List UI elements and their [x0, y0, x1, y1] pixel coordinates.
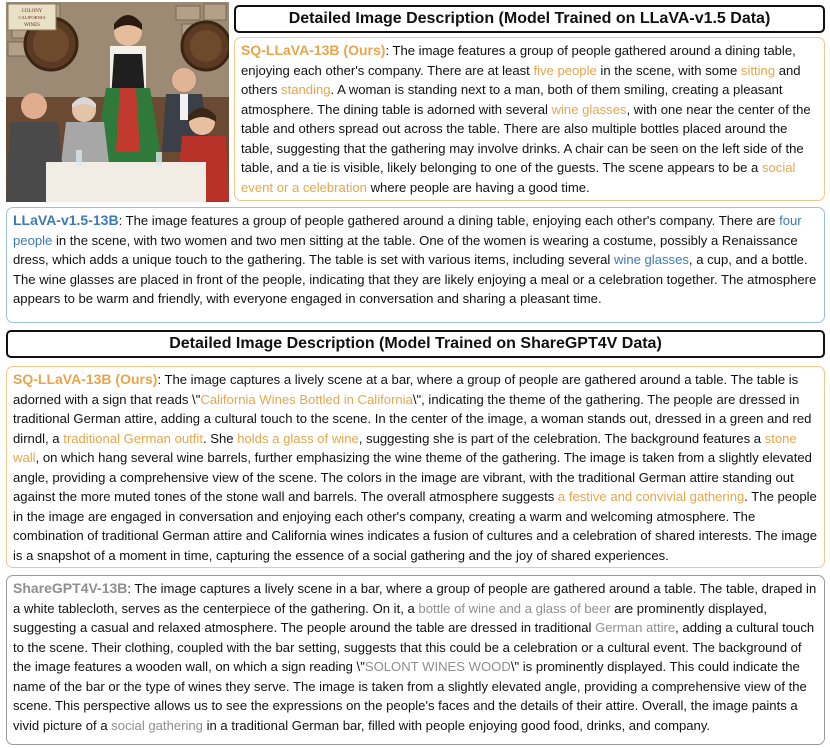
sq-llava-llava-data-panel — [234, 37, 825, 201]
description-text: are prominently displayed, suggesting a casual and relaxed atmosphere. The people around the table are dressed in traditional — [13, 600, 768, 635]
highlighted-phrase: wine glasses — [613, 252, 689, 267]
highlighted-phrase: stone wall — [13, 430, 797, 465]
highlighted-phrase: five people — [533, 62, 597, 78]
model-name: SQ-LLaVA-13B (Ours) — [241, 42, 386, 58]
description-text: : The image features a group of people gathered around a dining table, enjoying each other's company. There are — [118, 213, 780, 228]
highlighted-phrase: a festive and convivial gathering — [557, 489, 745, 504]
highlighted-phrase: social gathering — [111, 717, 203, 733]
highlighted-phrase: California Wines Bottled in California — [200, 391, 413, 407]
description-text: : The image captures a lively scene in a bar, where a group of people are gathered around a table. The table, draped in a white tablecloth, serves as the centerpiece of the gathering. On it, a — [13, 581, 817, 616]
description-text: in the scene, with some — [596, 62, 741, 78]
description-text: in the scene, with two women and two men sitting at the table. One of the women is wearing a costume, possibly a Renaissance dress, which adds a unique touch to the gathering. The table is set with various items, including several — [13, 232, 798, 267]
highlighted-phrase: holds a glass of wine — [237, 430, 359, 446]
section-title-sharegpt4v: Detailed Image Description (Model Trained on ShareGPT4V Data) — [6, 330, 825, 358]
description-text: and others — [241, 62, 801, 97]
svg-text:COLONY: COLONY — [21, 9, 43, 14]
highlighted-phrase: bottle of wine and a glass of beer — [418, 600, 611, 616]
description-text: , adding a cultural touch to the scene. Their clothing, coupled with the bar setting, suggests that this could be a celebration or a cultural event. The background of the image features a wooden wall, on which a sign reading \" — [13, 620, 815, 674]
highlighted-phrase: standing — [281, 82, 331, 97]
description-text: : The image captures a lively scene at a bar, where a group of people are gathered around a table. The table is adorned with a sign that reads \" — [13, 372, 799, 407]
description-text: \", indicating the theme of the gathering. The people are dressed in traditional German attire, adding a cultural touch to the scene. In the center of the image, a woman stands out, dressed in a green and red dirndl, a — [13, 391, 812, 446]
description-text: where people are having a good time. — [366, 179, 590, 195]
description-text: , a cup, and a bottle. The wine glasses are placed in front of the people, indicating that they are likely enjoying a meal or a celebration together. The atmosphere appears to be warm and friendly, with everyone engaged in conversation and sharing a pleasant time. — [13, 252, 817, 306]
scene-photo — [6, 2, 229, 202]
description-text: : The image features a group of people gathered around a dining table, enjoying each other's company. There are at least — [241, 43, 796, 78]
highlighted-phrase: traditional German outfit — [63, 430, 203, 446]
highlighted-phrase: four people — [13, 213, 802, 248]
highlighted-phrase: sitting — [740, 62, 776, 78]
model-name: ShareGPT4V-13B — [13, 580, 128, 596]
svg-text:WINES: WINES — [24, 23, 40, 28]
sq-llava-sharegpt4v-panel — [6, 366, 825, 568]
svg-text:CALIFORNIA: CALIFORNIA — [18, 15, 46, 20]
description-text: in a traditional German bar, filled with people enjoying good food, drinks, and company. — [202, 717, 711, 733]
highlighted-phrase: German attire — [595, 620, 676, 635]
highlighted-phrase: social event or a celebration — [241, 160, 796, 195]
description-text: \" is prominently displayed. This could indicate the name of the bar or the type of wines they serve. The image is taken from a slightly elevated angle, providing a comprehensive view of the scene. This perspective allows us to see the expressions on the people's faces and the details of their attire. Overall, the image paints a vivid picture of a — [13, 659, 807, 733]
description-text: , suggesting she is part of the celebration. The background features a — [358, 430, 765, 446]
description-text: , on which hang several wine barrels, further emphasizing the wine theme of the gathering. The image is taken from a slightly elevated angle, providing a comprehensive view of the scene. The colors in the image are vibrant, with the traditional German attire standing out against the more muted tones of the stone wall and barrels. The overall atmosphere suggests — [13, 450, 812, 504]
description-text: . The people in the image are engaged in conversation and enjoying each other's company, creating a warm and welcoming atmosphere. The combination of traditional German attire and California wines indicates a fusion of cultures and a celebration of shared interests. The image is a snapshot of a moment in time, capturing the essence of a social gathering and the joy of shared experiences. — [13, 489, 818, 563]
highlighted-phrase: SOLONT WINES WOOD — [364, 659, 511, 674]
highlighted-phrase: wine glasses — [551, 101, 627, 117]
section-title-llava: Detailed Image Description (Model Trained on LLaVA-v1.5 Data) — [234, 5, 825, 33]
sharegpt4v-panel — [6, 575, 825, 745]
description-text: , with one near the center of the table and others spread out across the table. There are also multiple bottles placed around the table, suggesting that the gathering may involve drinks. A chair can be seen on the left side of the table, and a tie is visible, likely belonging to one of the guests. The scene appears to be a — [241, 101, 811, 175]
llava-panel — [6, 207, 825, 323]
description-text: . A woman is standing next to a man, both of them smiling, creating a pleasant atmosphere. The dining table is adorned with several — [241, 82, 783, 117]
model-name: LLaVA-v1.5-13B — [13, 212, 119, 228]
model-name: SQ-LLaVA-13B (Ours) — [13, 371, 158, 387]
description-text: . She — [202, 430, 238, 446]
